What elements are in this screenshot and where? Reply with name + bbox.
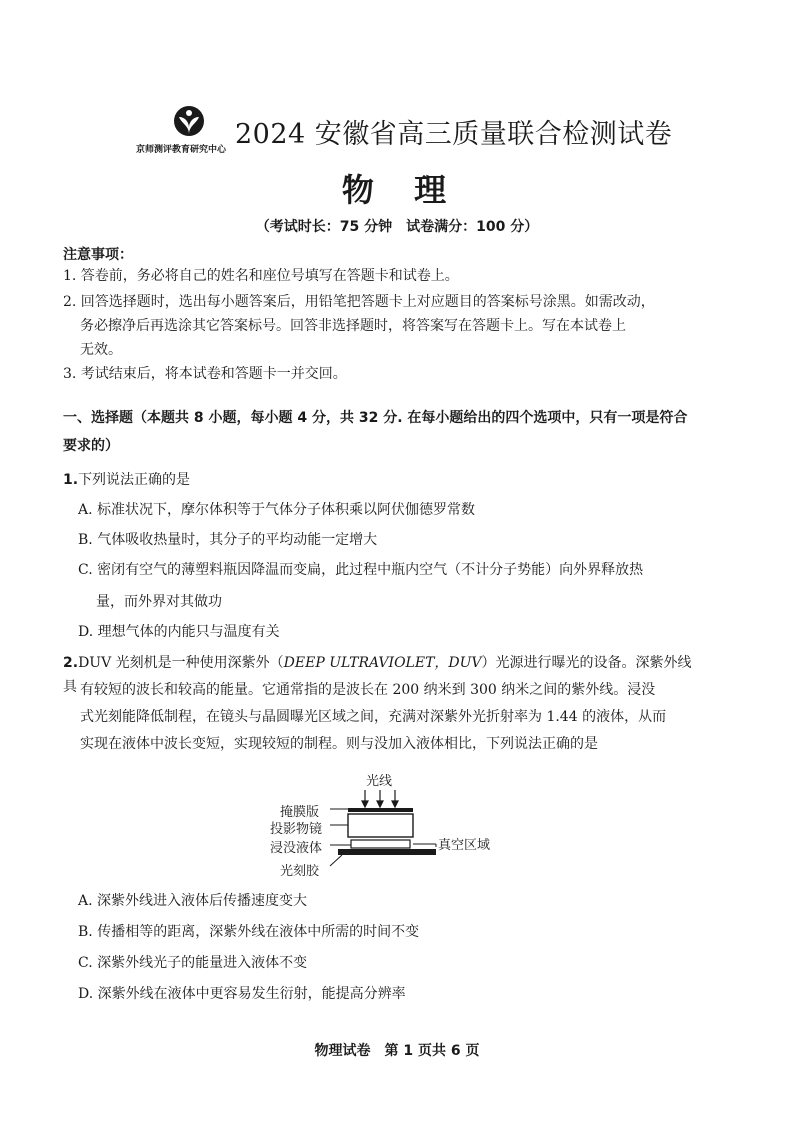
question-2-text-line: 实现在液体中波长变短，实现较短的制程。则与没加入液体相比，下列说法正确的是 — [80, 736, 598, 752]
subject-char: 理 — [414, 171, 453, 209]
diagram-label-resist: 光刻胶 — [280, 864, 320, 879]
note-item-continuation: 务必擦净后再选涂其它答案标号。回答非选择题时，将答案写在答题卡上。写在本试卷上 — [80, 318, 626, 334]
diagram-label-mask: 掩膜版 — [280, 805, 320, 820]
question-2-option-b: B. 传播相等的距离，深紫外线在液体中所需的时间不变 — [78, 924, 420, 940]
diagram-label-liquid: 浸没液体 — [270, 841, 323, 856]
question-1-stem — [63, 468, 703, 492]
question-1-option-b: B. 气体吸收热量时，其分子的平均动能一定增大 — [78, 532, 378, 548]
logo-text: 京师测评教育研究中心 — [136, 145, 227, 155]
question-1-option-d: D. 理想气体的内能只与温度有关 — [78, 624, 280, 640]
note-item: 2. 回答选择题时，选出每小题答案后，用铅笔把答题卡上对应题目的答案标号涂黑。如需改动， — [63, 294, 655, 310]
page-footer: 物理试卷 第 1 页共 6 页 — [314, 1043, 480, 1059]
question-2-option-d: D. 深紫外线在液体中更容易发生衍射，能提高分辨率 — [78, 986, 406, 1002]
subject-title — [0, 165, 794, 211]
question-2-option-c: C. 深紫外线光子的能量进入液体不变 — [78, 955, 308, 971]
leaf-logo-icon — [172, 104, 206, 142]
question-number: 2. — [63, 655, 79, 671]
notes-title: 注意事项： — [63, 247, 133, 263]
question-text: DUV 光刻机是一种使用深紫外（ — [78, 655, 284, 671]
note-item-continuation: 无效。 — [80, 342, 122, 358]
exam-title: 2024 安徽省高三质量联合检测试卷 — [235, 119, 673, 150]
note-item: 1. 答卷前，务必将自己的姓名和座位号填写在答题卡和试卷上。 — [63, 268, 459, 284]
diagram-label-vacuum: 真空区域 — [438, 838, 491, 853]
exam-info: （考试时长：75 分钟 试卷满分：100 分） — [255, 219, 539, 235]
section-heading-line: 要求的） — [63, 438, 119, 454]
lithography-diagram — [268, 768, 508, 880]
question-2-text-line: 有较短的波长和较高的能量。它通常指的是波长在 200 纳米到 300 纳米之间的紫外线。浸没 — [80, 682, 656, 698]
question-1-option-c-continuation: 量，而外界对其做功 — [96, 594, 222, 610]
question-text: ）光源进行曝光的设备。深紫外线具 — [63, 655, 692, 695]
question-text: 下列说法正确的是 — [78, 472, 191, 488]
question-text-italic: DEEP ULTRAVIOLET，DUV — [283, 655, 482, 671]
question-number: 1. — [63, 472, 79, 488]
section-heading — [63, 404, 703, 460]
exam-header — [136, 100, 673, 160]
diagram-label-light: 光线 — [366, 774, 393, 789]
question-2-text-line: 式光刻能降低制程，在镜头与晶圆曝光区域之间，充满对深紫外光折射率为 1.44 的液体，从而 — [80, 709, 667, 725]
question-1-option-a: A. 标准状况下，摩尔体积等于气体分子体积乘以阿伏伽德罗常数 — [78, 502, 476, 518]
note-item: 3. 考试结束后，将本试卷和答题卡一并交回。 — [63, 366, 347, 382]
diagram-label-lens: 投影物镜 — [270, 822, 323, 837]
section-heading-line: 一、选择题（本题共 8 小题，每小题 4 分，共 32 分. 在每小题给出的四个选项中，只有一项是符合 — [63, 410, 688, 426]
subject-char: 物 — [341, 171, 380, 209]
publisher-logo — [136, 100, 230, 155]
question-2-option-a: A. 深紫外线进入液体后传播速度变大 — [78, 893, 308, 909]
question-1-option-c: C. 密闭有空气的薄塑料瓶因降温而变扁，此过程中瓶内空气（不计分子势能）向外界释放热 — [78, 562, 644, 578]
